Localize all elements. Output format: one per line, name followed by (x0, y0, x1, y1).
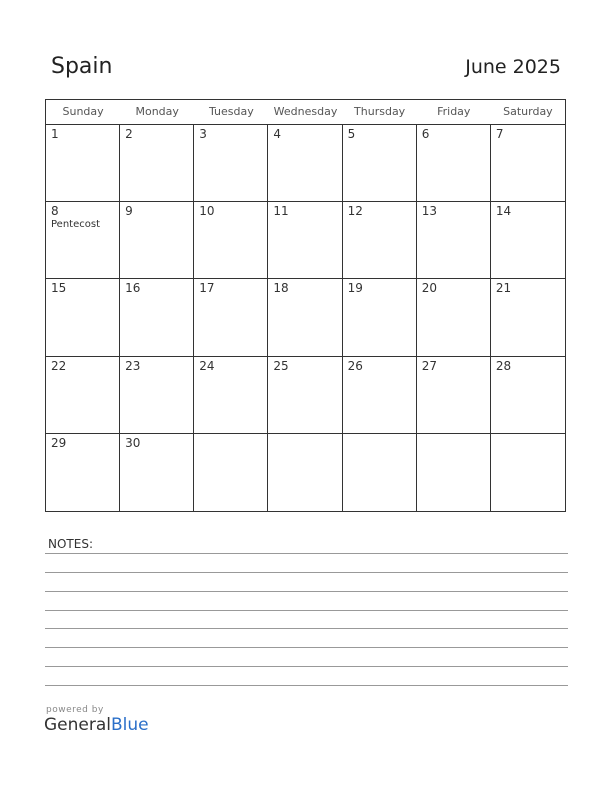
day-number: 8 (51, 204, 59, 219)
day-number: 11 (273, 204, 289, 219)
day-number: 26 (347, 358, 363, 373)
day-number: 6 (421, 127, 430, 141)
day-cell (194, 357, 268, 434)
day-number: 25 (273, 358, 289, 373)
day-number: 5 (347, 127, 356, 141)
note-line (45, 647, 568, 648)
calendar-grid (45, 99, 566, 512)
day-number: 17 (199, 281, 215, 296)
note-line (45, 591, 568, 592)
day-cell (120, 357, 194, 434)
brand-blue: Blue (111, 715, 149, 735)
day-cell (268, 202, 342, 279)
day-number: 21 (495, 281, 512, 296)
day-cell (46, 202, 120, 279)
day-cell (417, 357, 491, 434)
day-cell (343, 434, 417, 511)
day-cell (194, 125, 268, 202)
day-number: 1 (51, 127, 59, 141)
day-number: 29 (51, 435, 67, 450)
day-cell (491, 357, 565, 434)
day-cell (194, 279, 268, 356)
note-line (45, 553, 568, 554)
day-number: 24 (199, 358, 215, 373)
day-cell (491, 434, 565, 511)
day-number: 18 (273, 281, 289, 296)
note-line (45, 666, 568, 667)
day-number: 14 (495, 204, 512, 219)
day-cell (46, 434, 120, 511)
brand-logo (44, 705, 149, 735)
day-grid (46, 125, 565, 511)
day-number: 23 (125, 358, 141, 373)
brand-general: General (44, 715, 111, 735)
day-cell (120, 202, 194, 279)
day-cell (343, 125, 417, 202)
note-line (45, 628, 568, 629)
day-cell (120, 434, 194, 511)
day-number: 9 (125, 204, 133, 219)
day-cell (120, 125, 194, 202)
day-cell (343, 202, 417, 279)
day-number: 30 (125, 435, 141, 450)
day-cell (268, 357, 342, 434)
day-cell (46, 279, 120, 356)
weekday-header-row (46, 100, 565, 125)
note-line (45, 572, 568, 573)
day-number: 20 (421, 281, 437, 296)
weekday-sunday: Sunday (62, 105, 104, 118)
day-cell (491, 125, 565, 202)
day-number: 16 (125, 281, 141, 296)
day-cell (46, 125, 120, 202)
page-title-month: June 2025 (465, 56, 561, 78)
day-cell (120, 279, 194, 356)
weekday-tuesday: Tuesday (208, 105, 254, 118)
weekday-friday: Friday (437, 105, 471, 118)
day-number: 15 (51, 281, 67, 296)
day-number: 10 (199, 204, 215, 219)
brand-name (44, 715, 149, 735)
day-number: 4 (273, 127, 282, 141)
day-cell (268, 279, 342, 356)
day-cell (343, 357, 417, 434)
day-cell (417, 125, 491, 202)
day-number: 3 (199, 127, 207, 141)
day-cell (268, 125, 342, 202)
day-cell (417, 434, 491, 511)
day-number: 19 (347, 281, 363, 296)
day-cell (417, 279, 491, 356)
day-cell (343, 279, 417, 356)
page-title-country: Spain (51, 54, 113, 79)
day-number: 22 (51, 358, 67, 373)
day-cell (194, 434, 268, 511)
day-number: 7 (495, 127, 504, 141)
powered-by-text: powered by (46, 705, 104, 715)
day-number: 2 (125, 127, 133, 141)
notes-label: NOTES: (48, 537, 93, 551)
day-number: 12 (347, 204, 363, 219)
note-line (45, 610, 568, 611)
weekday-wednesday: Wednesday (273, 105, 338, 118)
holiday-label: Pentecost (51, 219, 100, 231)
day-cell (417, 202, 491, 279)
weekday-thursday: Thursday (354, 105, 406, 118)
weekday-monday: Monday (135, 105, 179, 118)
day-number: 27 (421, 358, 437, 373)
day-cell (194, 202, 268, 279)
day-cell (491, 279, 565, 356)
day-number: 13 (421, 204, 437, 219)
day-number: 28 (495, 358, 512, 373)
weekday-saturday: Saturday (503, 105, 553, 118)
day-cell (268, 434, 342, 511)
day-cell (491, 202, 565, 279)
day-cell (46, 357, 120, 434)
note-line (45, 685, 568, 686)
